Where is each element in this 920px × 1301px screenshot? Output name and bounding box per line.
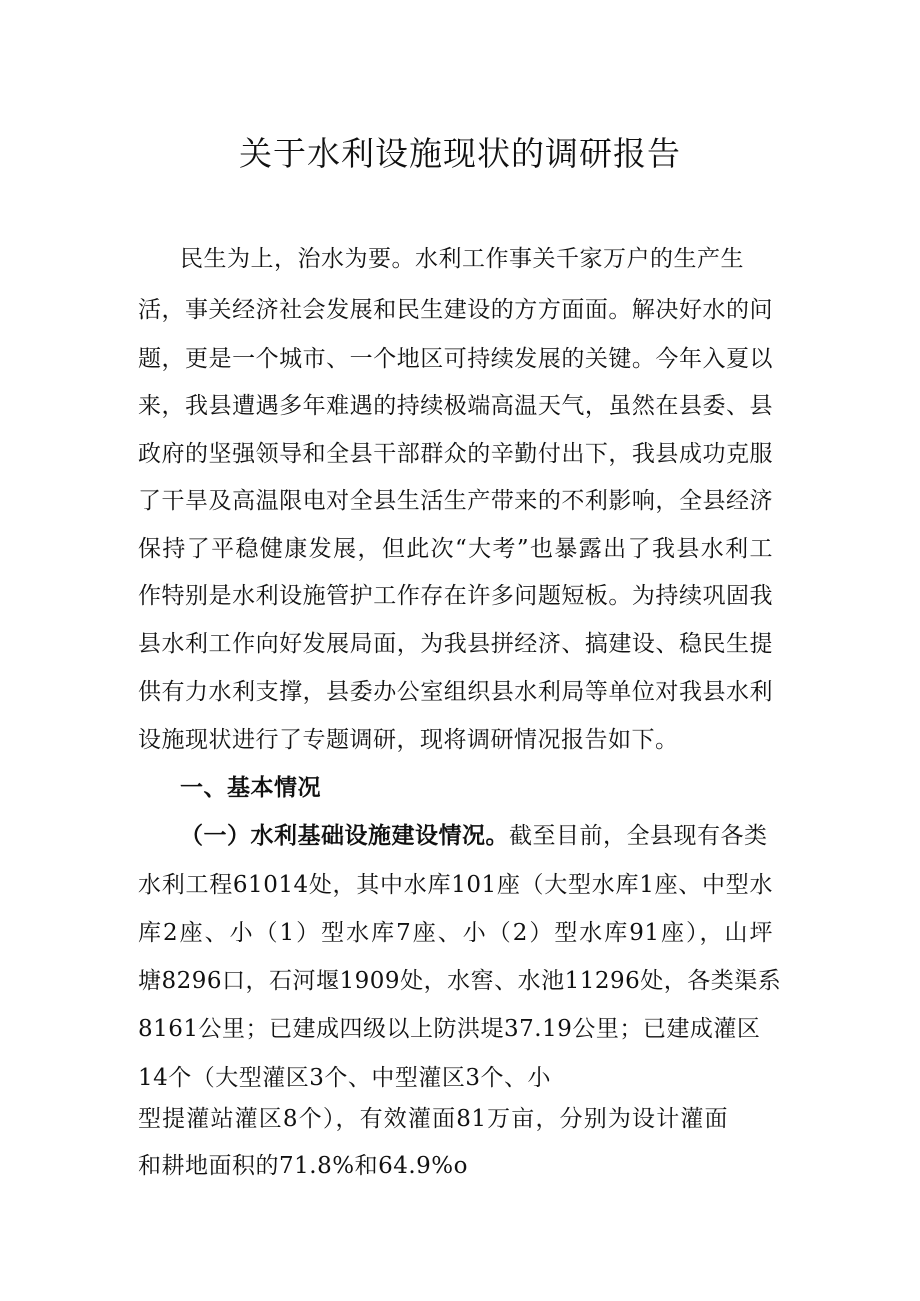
subsection-first-line (180, 820, 773, 852)
body-line: 水利工程61014处，其中水库101座（大型水库1座、中型水 (138, 872, 773, 898)
intro-line: 县水利工作向好发展局面，为我县拼经济、搞建设、稳民生提 (138, 631, 773, 657)
intro-line: 设施现状进行了专题调研，现将调研情况报告如下。 (138, 727, 679, 753)
body-line: 库2座、小（1）型水库7座、小（2）型水库91座），山坪 (138, 920, 773, 946)
intro-line: 题，更是一个城市、一个地区可持续发展的关键。今年入夏以 (138, 346, 773, 372)
body-line: 8161公里；已建成四级以上防洪堤37.19公里；已建成灌区 (138, 1016, 761, 1042)
intro-line: 政府的坚强领导和全县干部群众的辛勤付出下，我县成功克服 (138, 441, 773, 467)
intro-line: 保持了平稳健康发展，但此次“大考”也暴露出了我县水利工 (138, 536, 773, 562)
subsection-lead-text: 截至目前，全县现有各类 (509, 823, 768, 849)
intro-line: 作特别是水利设施管护工作存在许多问题短板。为持续巩固我 (138, 583, 773, 609)
body-line: 14个（大型灌区3个、中型灌区3个、小 (138, 1065, 552, 1091)
intro-line: 了干旱及高温限电对全县生活生产带来的不利影响，全县经济 (138, 488, 773, 514)
intro-line: 来，我县遭遇多年难遇的持续极端高温天气，虽然在县委、县 (138, 393, 773, 419)
body-line: 塘8296口，石河堰1909处，水窖、水池11296处，各类渠系 (138, 968, 782, 994)
body-line: 和耕地面积的71.8%和64.9%o (138, 1153, 468, 1179)
intro-line: 供有力水利支撑，县委办公室组织县水利局等单位对我县水利 (138, 679, 773, 705)
intro-line: 民生为上，治水为要。水利工作事关千家万户的生产生 (180, 246, 744, 272)
intro-line: 活，事关经济社会发展和民生建设的方方面面。解决好水的问 (138, 297, 773, 323)
document-title: 关于水利设施现状的调研报告 (239, 134, 681, 173)
subsection-heading: （一）水利基础设施建设情况。 (180, 823, 509, 849)
body-line: 型提灌站灌区8个），有效灌面81万亩，分别为设计灌面 (138, 1106, 728, 1132)
section-heading: 一、基本情况 (180, 775, 321, 801)
